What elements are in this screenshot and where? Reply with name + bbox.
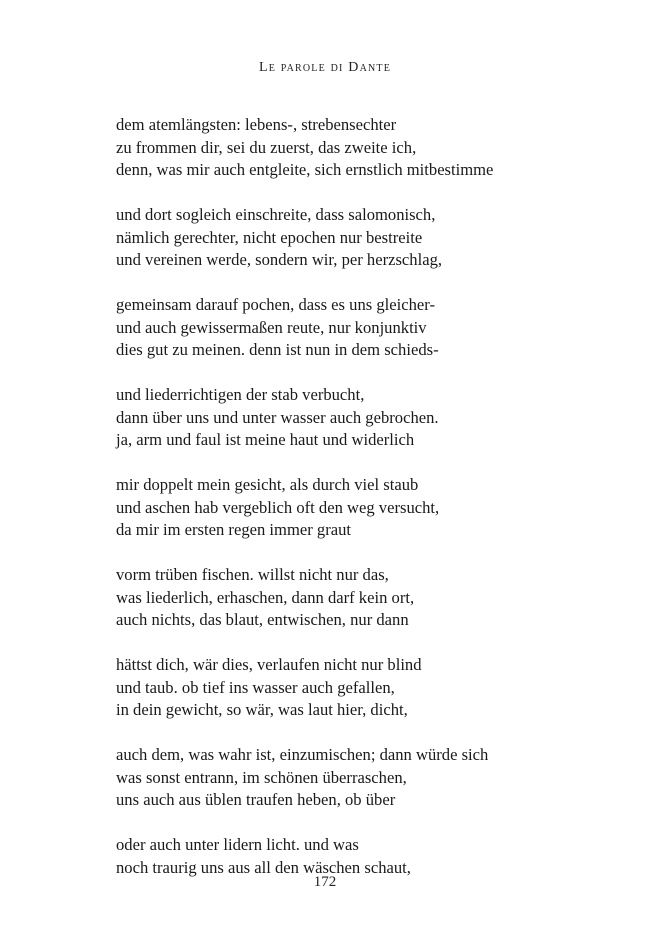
verse-line: gemeinsam darauf pochen, dass es uns gleicher- (116, 295, 435, 314)
stanza (116, 834, 616, 879)
verse-line: vorm trüben fischen. willst nicht nur das, (116, 565, 389, 584)
poem-body (116, 114, 616, 902)
stanza (116, 384, 616, 452)
stanza (116, 204, 616, 272)
verse-line: mir doppelt mein gesicht, als durch viel staub (116, 475, 419, 494)
verse-line: und taub. ob tief ins wasser auch gefallen, (116, 677, 395, 697)
stanza (116, 564, 616, 632)
verse-line: dies gut zu meinen. denn ist nun in dem schieds- (116, 340, 439, 359)
stanza (116, 744, 616, 812)
verse-line: und auch gewissermaßen reute, nur konjunktiv (116, 317, 427, 337)
verse-line: was liederlich, erhaschen, dann darf kein ort, (116, 587, 415, 607)
verse-line: was sonst entrann, im schönen überraschen, (116, 767, 407, 787)
verse-line: auch dem, was wahr ist, einzumischen; dann würde sich (116, 745, 489, 764)
verse-line: und vereinen werde, sondern wir, per herzschlag, (116, 250, 443, 269)
verse-line: noch traurig uns aus all den wäschen schaut, (116, 857, 411, 877)
verse-line: uns auch aus üblen traufen heben, ob über (116, 790, 396, 809)
running-head: Le parole di Dante (258, 60, 392, 75)
verse-line: und liederrichtigen der stab verbucht, (116, 385, 365, 404)
verse-line: zu frommen dir, sei du zuerst, das zweite ich, (116, 137, 417, 157)
verse-line: nämlich gerechter, nicht epochen nur bestreite (116, 227, 423, 247)
stanza (116, 474, 616, 542)
page-number: 172 (313, 874, 337, 890)
verse-line: und dort sogleich einschreite, dass salomonisch, (116, 205, 436, 224)
stanza (116, 294, 616, 362)
verse-line: denn, was mir auch entgleite, sich ernstlich mitbestimme (116, 160, 494, 179)
verse-line: oder auch unter lidern licht. und was (116, 835, 359, 854)
verse-line: auch nichts, das blaut, entwischen, nur dann (116, 610, 409, 629)
stanza (116, 654, 616, 722)
verse-line: dann über uns und unter wasser auch gebrochen. (116, 407, 439, 427)
verse-line: dem atemlängsten: lebens-, strebensechter (116, 115, 397, 134)
verse-line: in dein gewicht, so wär, was laut hier, dicht, (116, 700, 408, 719)
verse-line: ja, arm und faul ist meine haut und widerlich (116, 430, 415, 449)
verse-line: und aschen hab vergeblich oft den weg versucht, (116, 497, 440, 517)
verse-line: da mir im ersten regen immer graut (116, 520, 351, 539)
stanza (116, 114, 616, 182)
verse-line: hättst dich, wär dies, verlaufen nicht nur blind (116, 655, 422, 674)
